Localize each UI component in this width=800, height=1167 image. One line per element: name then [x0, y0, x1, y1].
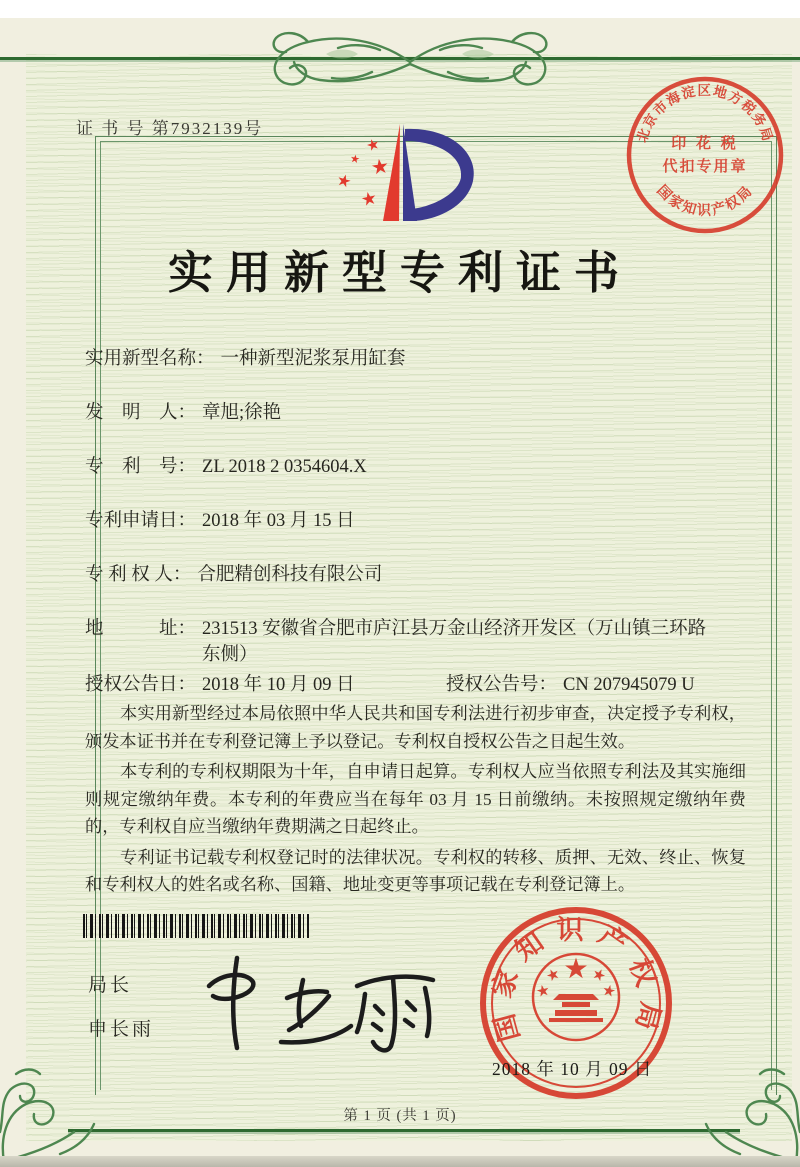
certificate-title: 实用新型专利证书 [167, 248, 632, 298]
page-number: 第 1 页 (共 1 页) [343, 1108, 457, 1124]
national-emblem [533, 954, 619, 1040]
corner-flourish-left [0, 1058, 146, 1167]
field-inventors [85, 400, 750, 426]
certificate-number: 证 书 号 第7932139号 [76, 119, 264, 138]
tax-seal-line1: 印 花 税 [671, 136, 739, 152]
field-label: 地 址： [85, 619, 197, 639]
field-list [85, 346, 750, 726]
officer-block [88, 970, 154, 1058]
field-patentee [85, 562, 750, 588]
svg-text:北京市海淀区地方税务局 [634, 82, 775, 144]
field-label: 专 利 号： [85, 457, 197, 477]
field-label: 实用新型名称： [85, 349, 215, 369]
field-value: 2018 年 03 月 15 日 [202, 511, 355, 531]
legal-text [85, 700, 746, 902]
officer-role: 局长 [88, 975, 133, 996]
field-label: 专利申请日： [85, 511, 197, 531]
field-patent-no [85, 454, 750, 480]
signature-image [185, 946, 455, 1061]
field-label: 授权公告日： [85, 675, 197, 695]
field-grant [85, 672, 750, 698]
field-value: ZL 2018 2 0354604.X [202, 457, 367, 477]
corner-flourish-right [654, 1058, 800, 1167]
body-paragraph: 专利证书记载专利权登记时的法律状况。专利权的转移、质押、无效、终止、恢复和专利权人的姓名或名称、国籍、地址变更等事项记载在专利登记簿上。 [85, 847, 746, 894]
field-value: 合肥精创科技有限公司 [197, 565, 383, 585]
tax-seal-bottom-text: 国家知识产权局 [653, 183, 757, 219]
photo-edge-shadow [0, 1156, 800, 1167]
tax-seal-line2: 代扣专用章 [662, 159, 748, 175]
field-value: 231513 安徽省合肥市庐江县万金山经济开发区（万山镇三环路东侧） [202, 619, 707, 665]
tax-seal-top-text: 北京市海淀区地方税务局 [634, 82, 776, 145]
field-value: 2018 年 10 月 09 日 [202, 675, 355, 695]
field-name [85, 346, 750, 372]
barcode [83, 914, 309, 938]
field-filing-date [85, 508, 750, 534]
field-address [85, 616, 750, 668]
field-value: 章旭;徐艳 [202, 403, 282, 423]
field-label: 发 明 人： [85, 403, 197, 423]
seal-date: 2018 年 10 月 09 日 [492, 1059, 653, 1079]
bottom-border-rule [68, 1129, 740, 1132]
field-label: 授权公告号： [446, 675, 558, 695]
tax-stamp-seal [622, 72, 788, 238]
field-value: CN 207945079 U [563, 675, 695, 695]
seal-ring-text: 国家知识产权局 [485, 914, 667, 1045]
cnipa-logo [322, 118, 484, 226]
svg-text:国家知识产权局 [653, 182, 756, 219]
field-value: 一种新型泥浆泵用缸套 [220, 349, 406, 369]
certificate-scan [0, 18, 800, 1167]
field-label: 专 利 权 人： [85, 565, 192, 585]
officer-name: 申长雨 [88, 1019, 155, 1040]
certificate-page [0, 18, 800, 1167]
body-paragraph: 本实用新型经过本局依照中华人民共和国专利法进行初步审查，决定授予专利权，颁发本证书并在专利登记簿上予以登记。专利权自授权公告之日起生效。 [85, 704, 746, 751]
body-paragraph: 本专利的专利权期限为十年，自申请日起算。专利权人应当依照专利法及其实施细则规定缴纳年费。本专利的年费应当在每年 03 月 15 日前缴纳。未按照规定缴纳年费的，专利权自应当缴纳年费期满之日起终止。 [85, 762, 746, 836]
